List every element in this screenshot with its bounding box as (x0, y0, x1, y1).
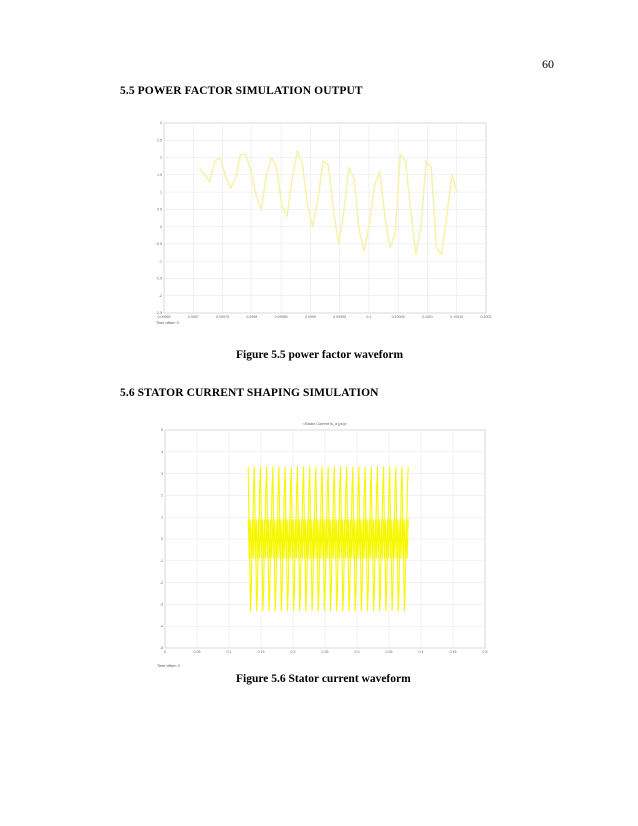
y-tick-label: 2.5 (157, 138, 162, 143)
x-tick-label: 0.0998 (246, 315, 258, 319)
figure-caption-stator-current: Figure 5.6 Stator current waveform (236, 673, 411, 685)
y-tick-label: 0.5 (157, 207, 162, 212)
x-tick-label: 0.5 (482, 650, 488, 654)
y-tick-label: 1.5 (157, 173, 162, 178)
y-tick-label: 0 (160, 224, 162, 229)
x-tick-label: 0 (164, 650, 166, 654)
y-tick-label: -2.5 (155, 311, 162, 316)
y-tick-label: 1 (160, 190, 162, 195)
x-tick-label: 0.10015 (450, 315, 464, 319)
figure-caption-power-factor: Figure 5.5 power factor waveform (236, 349, 404, 361)
section-heading-power-factor: 5.5 POWER FACTOR SIMULATION OUTPUT (120, 85, 363, 97)
x-tick-label: 0.05 (193, 650, 201, 654)
y-tick-label: 3 (161, 471, 163, 476)
x-tick-label: 0.1 (366, 315, 372, 319)
x-tick-label: 0.0997 (187, 315, 199, 319)
x-tick-label: 0.4 (418, 650, 424, 654)
y-tick-label: 0 (161, 537, 163, 542)
x-tick-label: 0.2 (290, 650, 296, 654)
y-tick-label: 2 (160, 155, 162, 160)
x-tick-label: 0.10005 (391, 315, 405, 319)
x-axis-label: Time offset: 0 (156, 321, 179, 325)
y-tick-label: -1 (159, 559, 163, 563)
x-tick-label: 0.15 (257, 650, 265, 654)
y-tick-label: -1 (158, 259, 162, 264)
y-tick-label: 5 (161, 428, 163, 433)
x-tick-label: 0.1001 (421, 315, 433, 319)
x-tick-label: 0.1002 (480, 315, 492, 319)
y-tick-label: 1 (161, 515, 163, 520)
x-tick-label: 0.09965 (157, 315, 171, 319)
y-tick-label: -0.5 (155, 242, 162, 247)
page-number: 60 (542, 57, 554, 71)
plot-frame (164, 123, 486, 313)
y-tick-label: -3 (159, 602, 163, 607)
y-tick-label: -2 (158, 293, 162, 298)
x-axis-label: Time offset: 0 (157, 664, 180, 668)
x-tick-label: 0.0999 (304, 315, 316, 319)
x-tick-label: 0.35 (385, 650, 393, 654)
x-tick-label: 0.1 (226, 650, 232, 654)
section-heading-stator-current: 5.6 STATOR CURRENT SHAPING SIMULATION (120, 387, 379, 399)
y-tick-label: -2 (159, 580, 163, 585)
y-tick-label: 3 (160, 121, 162, 126)
power-factor-plot (150, 115, 490, 330)
y-tick-label: -5 (159, 646, 163, 651)
plot-title: <Stator Current Is_a (pu)> (302, 422, 348, 426)
x-tick-label: 0.25 (321, 650, 329, 654)
y-tick-label: 4 (161, 450, 163, 454)
x-tick-label: 0.09995 (333, 315, 347, 319)
x-tick-label: 0.09985 (274, 315, 288, 319)
y-tick-label: 2 (161, 493, 163, 498)
x-tick-label: 0.09975 (216, 315, 230, 319)
y-tick-label: -1.5 (155, 276, 162, 281)
stator-current-plot (145, 418, 490, 673)
x-tick-label: 0.45 (449, 650, 457, 654)
y-tick-label: -4 (159, 624, 163, 629)
x-tick-label: 0.3 (354, 650, 360, 654)
